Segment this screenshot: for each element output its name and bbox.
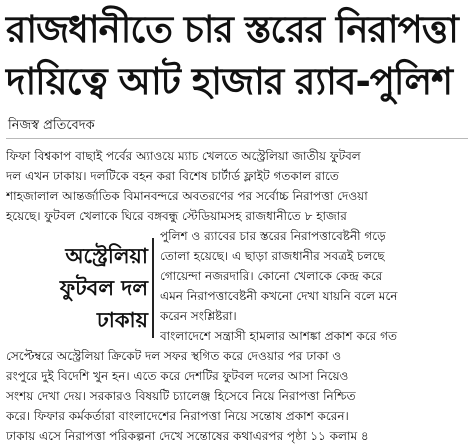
body-line: গোয়েন্দা নজরদারি। কোনো খেলাকে কেন্দ্র করে xyxy=(160,269,383,283)
pull-quote-line: অস্ট্রেলিয়া xyxy=(65,244,148,268)
body-line: শাহজালাল আন্তর্জাতিক বিমানবন্দরে অবতরণের পর সর্বোচ্চ নিরাপত্তা দেওয়া xyxy=(6,189,368,203)
body-line: হয়েছে। ফুটবল খেলাকে ঘিরে বঙ্গবন্ধু স্টেডিয়ামসহ রাজধানীতে ৮ হাজার xyxy=(6,209,347,223)
pull-quote-divider xyxy=(152,238,154,338)
body-line: এমন নিরাপত্তাবেষ্টনী কখনো দেখা যায়নি বলে মনে xyxy=(160,289,398,303)
headline-line-1: রাজধানীতে চার স্তরের নিরাপত্তা xyxy=(6,8,458,51)
byline-divider xyxy=(6,138,468,139)
headline-text xyxy=(6,4,468,108)
pull-quote xyxy=(8,240,148,336)
headline-line-2: দায়িত্বে আট হাজার র‍্যাব-পুলিশ xyxy=(6,60,452,103)
body-line: সংশয় দেখা দেয়। সরকারও বিষয়টি চ্যালেঞ্জ হিসেবে নিয়ে নিরাপত্তা নিশ্চিত xyxy=(6,389,356,403)
byline: নিজস্ব প্রতিবেদক xyxy=(8,118,95,133)
pull-quote-line: ফুটবল দল xyxy=(59,276,148,300)
body-line: সেপ্টেম্বরে অস্ট্রেলিয়া ক্রিকেট দল সফর স্থগিত করে দেওয়ার পর ঢাকা ও xyxy=(6,349,342,363)
body-line: করে। ফিফার কর্মকর্তারা বাংলাদেশের নিরাপত্তা নিয়ে সন্তোষ প্রকাশ করেন। xyxy=(6,409,349,423)
body-line: দল এখন ঢাকায়। দলটিকে বহন করা বিশেষ চার্টার্ড ফ্লাইট গতকাল রাতে xyxy=(6,169,339,183)
pull-quote-line: ঢাকায় xyxy=(96,308,148,332)
body-line: রংপুরে দুই বিদেশি খুন হন। এতে করে দেশটির ফুটবল দলের আসা নিয়েও xyxy=(6,369,349,383)
body-line: ফিফা বিশ্বকাপ বাছাই পর্বের অ্যাওয়ে ম্যাচ খেলতে অস্ট্রেলিয়া জাতীয় ফুটবল xyxy=(6,149,361,163)
body-line: বাংলাদেশে সন্ত্রাসী হামলার আশঙ্কা প্রকাশ করে গত xyxy=(160,329,397,343)
body-line: তোলা হয়েছে। এ ছাড়া রাজধানীর সবত্রই চলছে xyxy=(160,249,385,263)
body-line: পুলিশ ও র‍্যাবের চার স্তরের নিরাপত্তাবেষ্টনী গড়ে xyxy=(160,229,386,243)
body-line: করেন সংশ্লিষ্টরা। xyxy=(160,309,237,323)
body-line: ঢাকায় এসে নিরাপত্তা পরিকল্পনা দেখে সন্তোষের কথাএরপর পৃষ্ঠা ১১ কলাম ৪ xyxy=(6,429,369,443)
